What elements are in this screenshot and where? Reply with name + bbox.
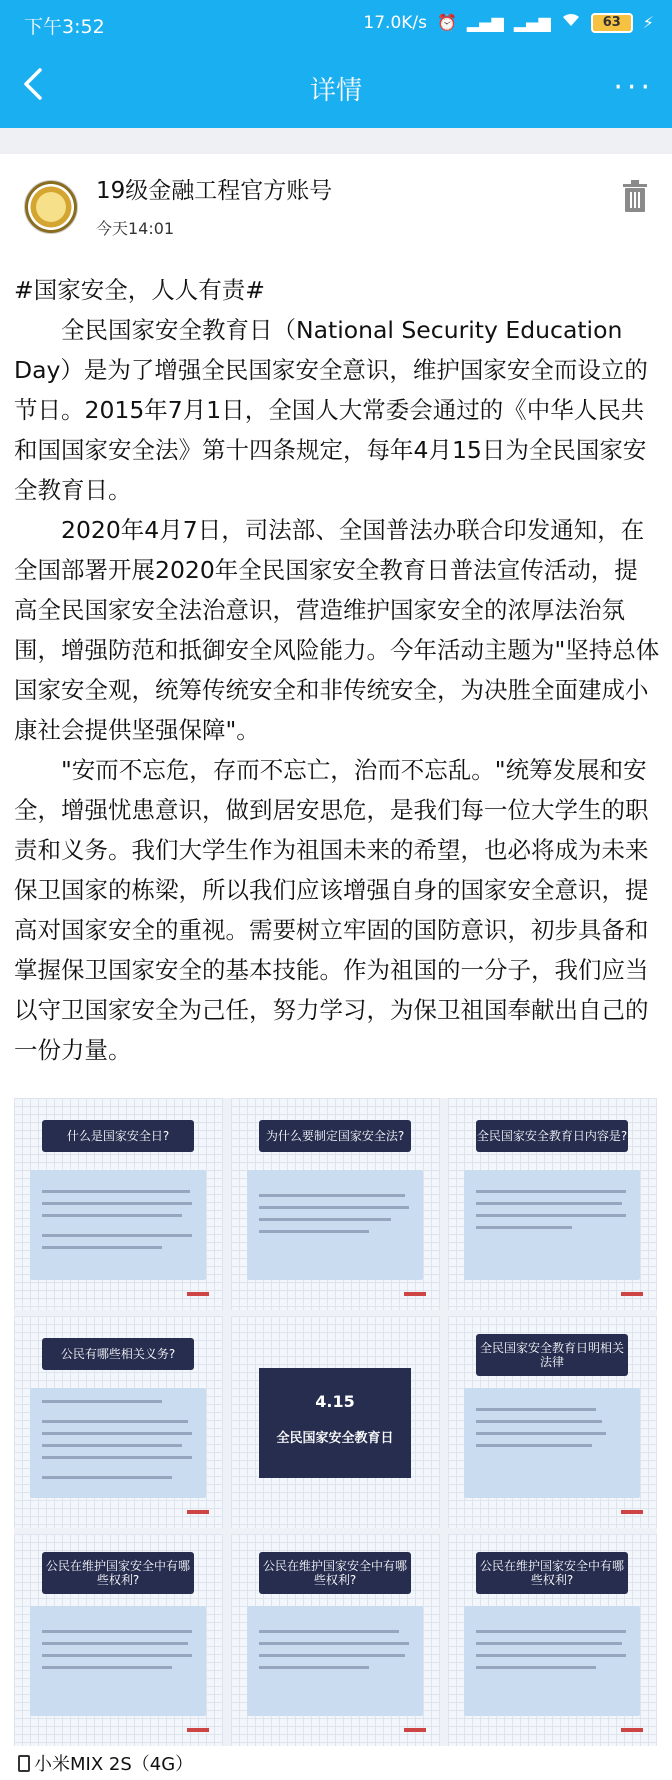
tile-text-line — [476, 1666, 596, 1669]
tile-text-line — [259, 1654, 405, 1657]
tile-text-line — [476, 1190, 626, 1193]
tile-heading: 全民国家安全教育日明相关法律 — [476, 1334, 628, 1376]
image-tile[interactable] — [448, 1316, 657, 1528]
banner-title: 全民国家安全教育日 — [276, 1431, 394, 1446]
tile-text-line — [476, 1654, 626, 1657]
charging-icon: ⚡ — [642, 12, 654, 32]
tile-text-line — [42, 1642, 188, 1645]
more-button[interactable]: ··· — [613, 70, 654, 105]
tile-text-line — [42, 1456, 192, 1459]
image-tile[interactable] — [14, 1316, 223, 1528]
tile-heading: 公民在维护国家安全中有哪些权利? — [259, 1552, 411, 1594]
tile-text-line — [42, 1202, 192, 1205]
trash-icon[interactable] — [622, 180, 648, 214]
tile-text-line — [42, 1444, 182, 1447]
tile-logo — [621, 1510, 643, 1514]
image-tile[interactable] — [448, 1098, 657, 1310]
tile-logo — [187, 1510, 209, 1514]
tile-text-line — [476, 1420, 602, 1423]
tile-text-line — [42, 1630, 192, 1633]
tile-text-line — [476, 1642, 622, 1645]
tile-text-line — [42, 1190, 190, 1193]
tile-text-line — [42, 1654, 192, 1657]
device-name: 小米MIX 2S（4G） — [34, 1754, 194, 1775]
post-hashtag[interactable]: #国家安全，人人有责# — [14, 276, 265, 304]
tile-heading: 什么是国家安全日? — [42, 1120, 194, 1152]
image-tile[interactable] — [231, 1316, 440, 1528]
tile-logo — [621, 1728, 643, 1732]
tile-text-line — [476, 1226, 572, 1229]
image-tile[interactable] — [448, 1534, 657, 1746]
image-tile[interactable] — [231, 1098, 440, 1310]
post-body — [14, 270, 660, 1070]
signal-icon: ▂▄▆ — [466, 12, 504, 32]
tile-logo — [187, 1292, 209, 1296]
post-paragraph: "安而不忘危，存而不忘亡，治而不忘乱。"统筹发展和安全，增强忧患意识，做到居安思危，是我们每一位大学生的职责和义务。我们大学生作为祖国未来的希望，也必将成为未来保卫国家的栋梁，所以我们应该增强自身的国家安全意识，提高对国家安全的重视。需要树立牢固的国防意识，初步具备和掌握保卫国家安全的基本技能。作为祖国的一分子，我们应当以守卫国家安全为己任，努力学习，为保卫祖国奉献出自己的一份力量。 — [14, 756, 649, 1064]
tile-panel — [247, 1170, 423, 1280]
tile-heading: 公民有哪些相关义务? — [42, 1338, 194, 1370]
tile-heading: 公民在维护国家安全中有哪些权利? — [42, 1552, 194, 1594]
header-divider — [0, 128, 672, 154]
tile-logo — [404, 1728, 426, 1732]
tile-panel — [30, 1170, 206, 1280]
tile-panel — [247, 1606, 423, 1716]
tile-text-line — [259, 1642, 409, 1645]
wifi-icon — [561, 12, 581, 33]
page-title: 详情 — [309, 76, 362, 106]
alarm-icon: ⏰ — [437, 12, 457, 32]
tile-logo — [404, 1292, 426, 1296]
tile-text-line — [42, 1246, 162, 1249]
image-tile[interactable] — [14, 1098, 223, 1310]
image-tile[interactable] — [14, 1534, 223, 1746]
tile-text-line — [476, 1630, 626, 1633]
tile-text-line — [42, 1420, 188, 1423]
post-paragraph: 2020年4月7日，司法部、全国普法办联合印发通知，在全国部署开展2020年全民国家安全教育日普法宣传活动，提高全民国家安全法治意识，营造维护国家安全的浓厚法治氛围，增强防范和抵御安全风险能力。今年活动主题为"坚持总体国家安全观，统筹传统安全和非传统安全，为决胜全面建成小康社会提供坚强保障"。 — [14, 516, 660, 744]
banner-date: 4.15 — [315, 1392, 355, 1411]
tile-panel — [464, 1170, 640, 1280]
status-bar — [0, 0, 672, 48]
tile-panel — [464, 1388, 640, 1498]
tile-text-line — [42, 1234, 192, 1237]
phone-icon — [18, 1755, 30, 1772]
tile-text-line — [42, 1214, 182, 1217]
battery-level: 63 — [602, 15, 621, 30]
tile-text-line — [259, 1666, 369, 1669]
tile-text-line — [42, 1476, 172, 1479]
status-icons — [363, 12, 654, 33]
tile-text-line — [259, 1630, 399, 1633]
tile-text-line — [476, 1408, 596, 1411]
nav-bar — [0, 48, 672, 128]
image-tile[interactable] — [231, 1534, 440, 1746]
tile-text-line — [476, 1444, 592, 1447]
status-time: 下午3:52 — [24, 16, 105, 38]
image-grid — [14, 1098, 657, 1746]
post-timestamp: 今天14:01 — [96, 219, 175, 238]
tile-text-line — [42, 1432, 192, 1435]
signal-2-icon: ▂▄▆ — [513, 12, 551, 32]
post-paragraph: 全民国家安全教育日（National Security Education Day）是为了增强全民国家安全意识，维护国家安全而设立的节日。2015年7月1日，全国人大常委会通过的《中华人民共和国国家安全法》第十四条规定，每年4月15日为全民国家安全教育日。 — [14, 316, 648, 504]
tile-text-line — [259, 1206, 409, 1209]
tile-panel — [464, 1606, 640, 1716]
account-name[interactable]: 19级金融工程官方账号 — [96, 178, 333, 204]
net-speed: 17.0K/s — [363, 12, 427, 33]
tile-heading: 公民在维护国家安全中有哪些权利? — [476, 1552, 628, 1594]
device-source — [18, 1750, 193, 1776]
tile-text-line — [259, 1194, 405, 1197]
tile-panel — [30, 1606, 206, 1716]
tile-logo — [187, 1728, 209, 1732]
tile-text-line — [42, 1666, 172, 1669]
tile-text-line — [259, 1218, 391, 1221]
tile-logo — [621, 1292, 643, 1296]
tile-text-line — [42, 1400, 162, 1403]
tile-text-line — [476, 1214, 626, 1217]
tile-text-line — [476, 1202, 622, 1205]
account-avatar[interactable] — [24, 180, 78, 234]
post-header — [0, 170, 672, 260]
tile-text-line — [259, 1230, 369, 1233]
tile-text-line — [476, 1432, 606, 1435]
battery-icon — [591, 13, 633, 33]
tile-heading: 全民国家安全教育日内容是? — [476, 1120, 628, 1152]
tile-panel — [30, 1388, 206, 1498]
tile-heading: 为什么要制定国家安全法? — [259, 1120, 411, 1152]
center-banner — [259, 1368, 411, 1478]
